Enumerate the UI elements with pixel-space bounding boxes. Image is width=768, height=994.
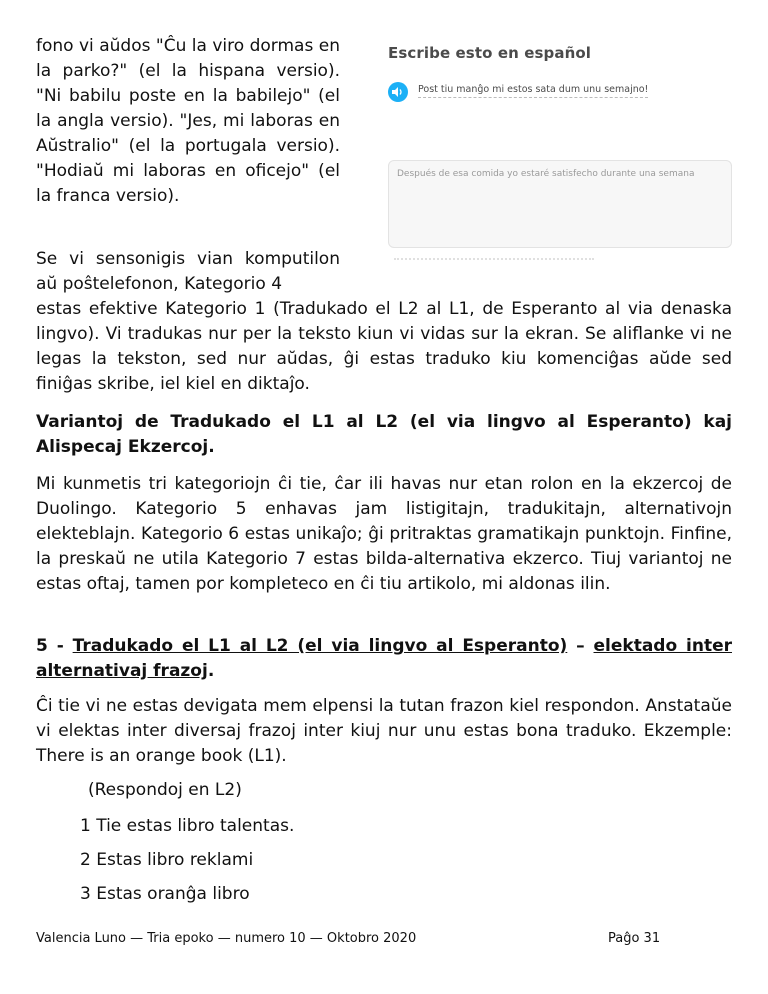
footer-publication: Valencia Luno — Tria epoko — numero 10 — Oktobro 2020	[36, 931, 417, 946]
heading-number: 5 -	[36, 636, 73, 656]
footer-page-number: Paĝo 31	[608, 931, 661, 946]
category-5-paragraph: Ĉi tie vi ne estas devigata mem elpensi la tutan frazon kiel respondon. Anstataŭe vi elektas inter diversaj frazoj inter kiuj nur unu estas bona traduko. Ekzemple: There is an orange book (L1).	[36, 696, 732, 766]
heading-subtitle: elektado inter alternativaj frazoj	[36, 636, 732, 681]
intro-paragraph: fono vi aŭdos "Ĉu la viro dormas en la parko?" (el la hispana versio). "Ni babilu poste en la babilejo" (el la angla versio). "Jes, mi laboras en Aŭstralio" (el la portugala versio). "Hodiaŭ mi laboras en oficejo" (el la franca versio).	[36, 36, 340, 206]
sensing-paragraph-top: Se vi sensonigis vian komputilon aŭ poŝtelefonon, Kategorio 4	[36, 249, 340, 294]
prompt-sentence: Post tiu manĝo mi estos sata dum unu semajno!	[418, 84, 648, 98]
option-2: 2 Estas libro reklami	[80, 850, 254, 870]
duolingo-screenshot	[386, 36, 734, 262]
section-heading: Variantoj de Tradukado el L1 al L2 (el via lingvo al Esperanto) kaj Alispecaj Ekzercoj.	[36, 412, 732, 457]
heading-title: Tradukado el L1 al L2 (el via lingvo al Esperanto)	[72, 636, 568, 656]
heading-dash: –	[567, 636, 594, 656]
heading-period: .	[207, 661, 215, 681]
option-1: 1 Tie estas libro talentas.	[80, 816, 295, 836]
section-paragraph: Mi kunmetis tri kategoriojn ĉi tie, ĉar ili havas nur etan rolon en la ekzercoj de Duolingo. Kategorio 5 enhavas jam listigitajn, tradukitajn, alternativojn elekteblajn. Kategorio 6 estas unikaĵo; ĝi pritraktas gramatikajn punktojn. Finfine, la preskaŭ ne utila Kategorio 7 estas bilda-alternativa ekzerco. Tiuj variantoj ne estas oftaj, tamen por kompleteco en ĉi tiu artikolo, mi aldonas ilin.	[36, 474, 732, 594]
category-5-heading	[36, 634, 732, 684]
divider	[394, 256, 594, 260]
answer-text: Después de esa comida yo estaré satisfecho durante una semana	[397, 169, 695, 179]
sensing-paragraph-rest: estas efektive Kategorio 1 (Tradukado el L2 al L1, de Esperanto al via denaska lingvo). Vi tradukas nur per la teksto kiun vi vidas sur la ekran. Se aliflanke vi ne legas la tekston, sed nur aŭdas, ĝi estas traduko kiu komenciĝas aŭde sed finiĝas skribe, iel kiel en diktaĵo.	[36, 299, 732, 394]
answer-textarea[interactable]	[388, 160, 732, 248]
exercise-title: Escribe esto en español	[388, 44, 591, 62]
respond-label: (Respondoj en L2)	[88, 780, 242, 800]
speaker-icon[interactable]	[388, 82, 408, 102]
option-3: 3 Estas oranĝa libro	[80, 884, 250, 904]
